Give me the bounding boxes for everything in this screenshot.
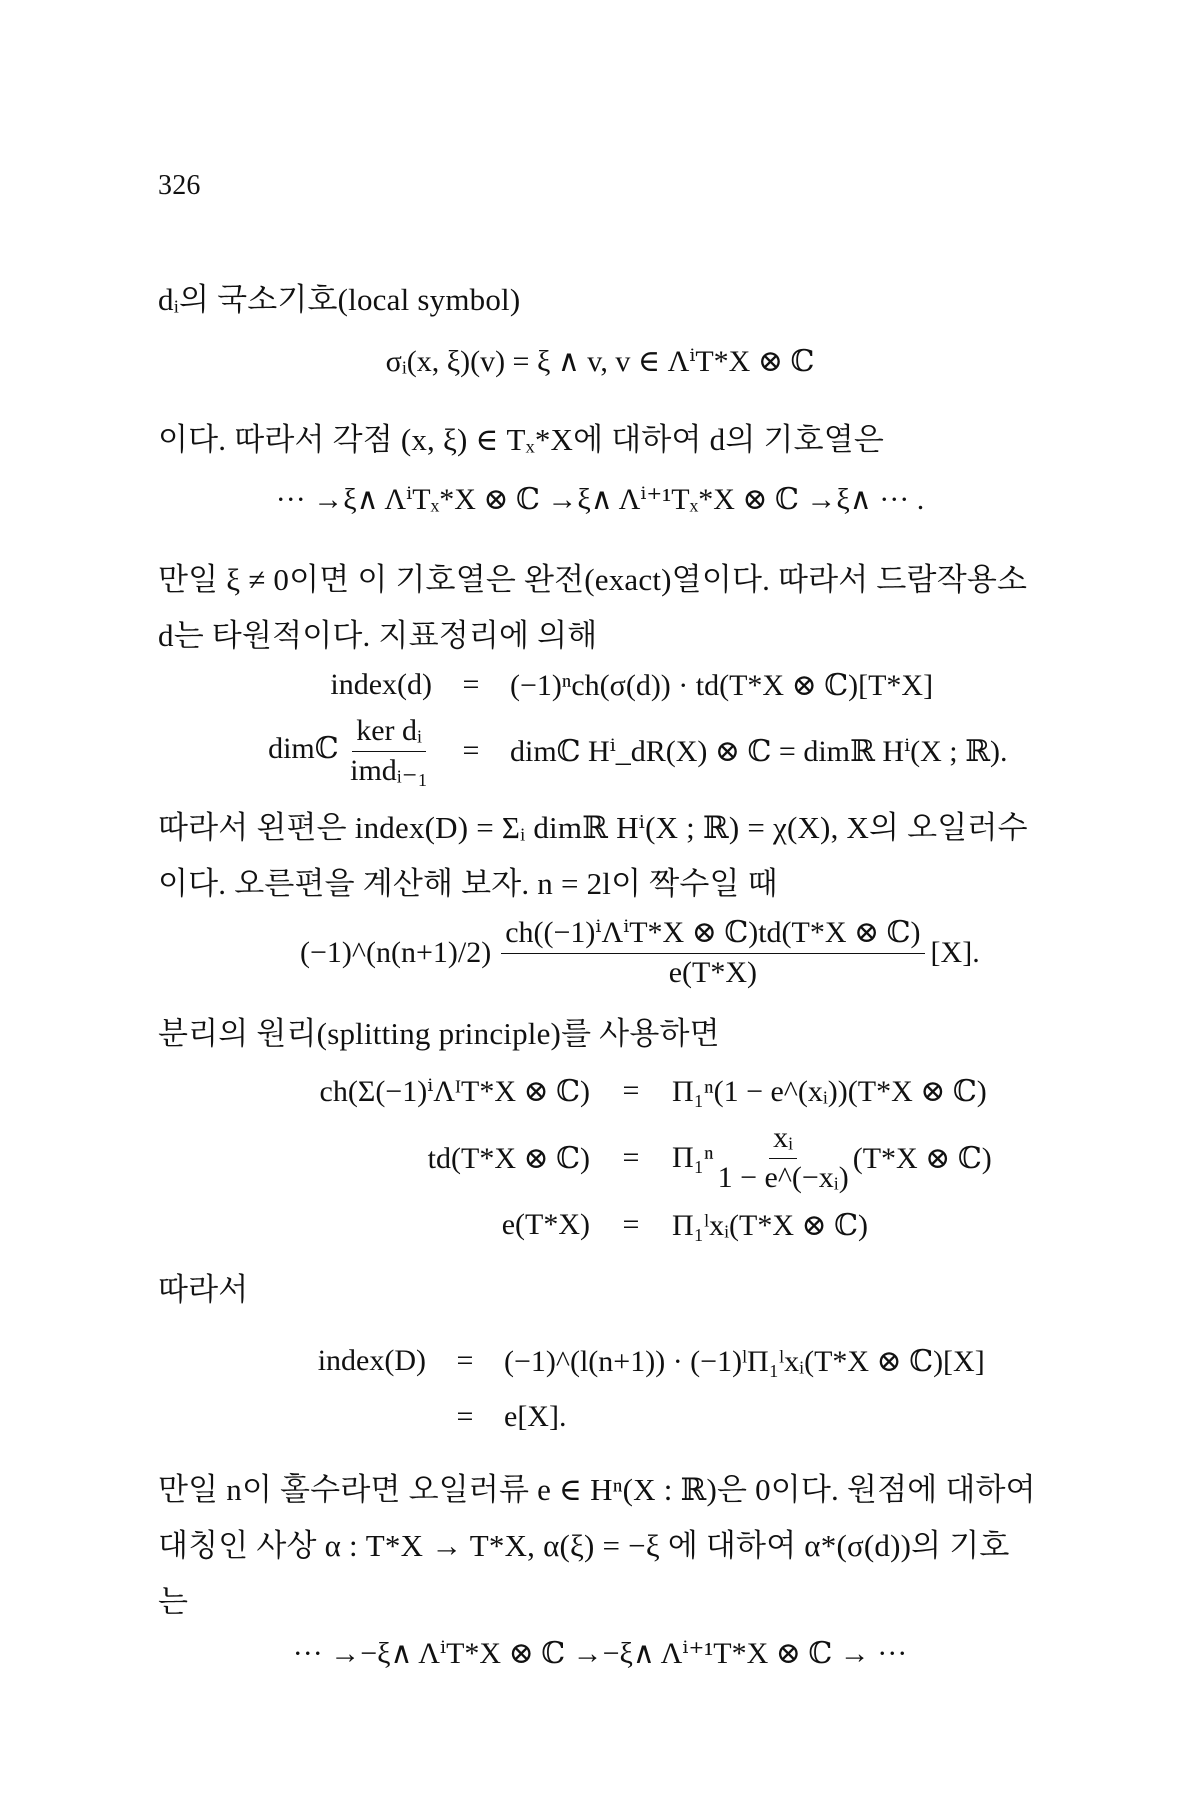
dim-ratio-rhs: dimℂ Hⁱ_dR(X) ⊗ ℂ = dimℝ Hⁱ(X ; ℝ). [510, 734, 1008, 768]
ch-rhs: Π₁ⁿ(1 − e^(xᵢ))(T*X ⊗ ℂ) [672, 1074, 987, 1108]
page-number: 326 [158, 170, 201, 201]
even-case-numerator: ch((−1)ⁱΛⁱT*X ⊗ ℂ)td(T*X ⊗ ℂ) [501, 916, 924, 954]
dim-ratio-numerator: ker dᵢ [352, 714, 426, 752]
paragraph-odd-line1: 만일 n이 홀수라면 오일러류 e ∈ Hⁿ(X : ℝ)은 0이다. 원점에 대하여 [158, 1472, 1036, 1507]
index-D-result-rhs: e[X]. [504, 1400, 567, 1433]
equation-index-d [240, 664, 933, 706]
index-D-rhs: (−1)^(l(n+1)) · (−1)ˡΠ₁ˡxᵢ(T*X ⊗ ℂ)[X] [504, 1344, 985, 1378]
index-d-equals: = [462, 668, 480, 701]
index-D-result-equals: = [456, 1400, 474, 1433]
equation-index-D-result [230, 1396, 566, 1438]
td-lhs: td(T*X ⊗ ℂ) [427, 1141, 590, 1175]
ch-equals: = [622, 1074, 640, 1107]
dim-ratio-denominator: imdᵢ₋₁ [350, 753, 428, 787]
equation-symbol-sequence: ··· →ξ∧ ΛⁱTₓ*X ⊗ ℂ →ξ∧ Λⁱ⁺¹Tₓ*X ⊗ ℂ →ξ∧ ··· . [275, 483, 925, 516]
td-fraction [714, 1121, 853, 1195]
td-numerator: xᵢ [769, 1121, 797, 1159]
index-D-equals: = [456, 1344, 474, 1377]
even-case-sign: (−1)^(n(n+1)/2) [300, 936, 492, 969]
equation-ch [230, 1070, 987, 1112]
paragraph-therefore: 따라서 [158, 1272, 249, 1307]
paragraph-euler-line1: 따라서 왼편은 index(D) = Σᵢ dimℝ Hⁱ(X ; ℝ) = χ(X), X의 오일러수 [158, 810, 1028, 845]
equation-td [230, 1116, 992, 1200]
euler-class-equals: = [622, 1208, 640, 1241]
dim-ratio-fraction [346, 714, 432, 788]
equation-dim-ratio [240, 708, 1008, 794]
equation-even-case [300, 910, 980, 996]
even-case-fraction [501, 916, 924, 990]
dim-ratio-equals: = [462, 734, 480, 767]
paragraph-symbol-sequence: 이다. 따라서 각점 (x, ξ) ∈ Tₓ*X에 대하여 d의 기호열은 [158, 422, 885, 457]
paragraph-exact-line2: d는 타원적이다. 지표정리에 의해 [158, 618, 598, 653]
index-D-lhs: index(D) [317, 1344, 426, 1377]
equation-symbol: σᵢ(x, ξ)(v) = ξ ∧ v, v ∈ ΛⁱT*X ⊗ ℂ [385, 345, 815, 378]
index-d-lhs: index(d) [330, 668, 432, 701]
paragraph-odd-line3: 는 [158, 1584, 189, 1619]
dim-ratio-prefix: dimℂ [268, 731, 339, 765]
equation-index-D [230, 1340, 985, 1382]
td-denominator: 1 − e^(−xᵢ) [717, 1160, 849, 1194]
td-equals: = [622, 1141, 640, 1174]
dim-ratio-lhs [240, 714, 432, 788]
euler-class-lhs: e(T*X) [501, 1208, 590, 1241]
euler-class-rhs: Π₁ˡxᵢ(T*X ⊗ ℂ) [672, 1208, 868, 1242]
td-product: Π₁ⁿ [672, 1141, 714, 1174]
paragraph-exact-line1: 만일 ξ ≠ 0이면 이 기호열은 완전(exact)열이다. 따라서 드람작용소 [158, 562, 1028, 597]
equation-antipodal-sequence: ··· →−ξ∧ ΛⁱT*X ⊗ ℂ →−ξ∧ Λⁱ⁺¹T*X ⊗ ℂ → ··· [292, 1637, 908, 1670]
paragraph-local-symbol: dᵢ의 국소기호(local symbol) [158, 282, 521, 317]
even-case-denominator: e(T*X) [668, 955, 758, 989]
paragraph-splitting-principle: 분리의 원리(splitting principle)를 사용하면 [158, 1016, 720, 1051]
td-suffix: (T*X ⊗ ℂ) [852, 1141, 992, 1175]
equation-euler-class [230, 1204, 868, 1246]
even-case-fundamental-class: [X]. [930, 936, 980, 969]
ch-lhs: ch(Σ(−1)ⁱΛᴵT*X ⊗ ℂ) [319, 1074, 590, 1108]
index-d-rhs: (−1)ⁿch(σ(d)) · td(T*X ⊗ ℂ)[T*X] [510, 668, 934, 702]
paragraph-odd-line2: 대칭인 사상 α : T*X → T*X, α(ξ) = −ξ 에 대하여 α*(σ(d))의 기호 [158, 1528, 1010, 1563]
paragraph-euler-line2: 이다. 오른편을 계산해 보자. n = 2l이 짝수일 때 [158, 866, 778, 901]
